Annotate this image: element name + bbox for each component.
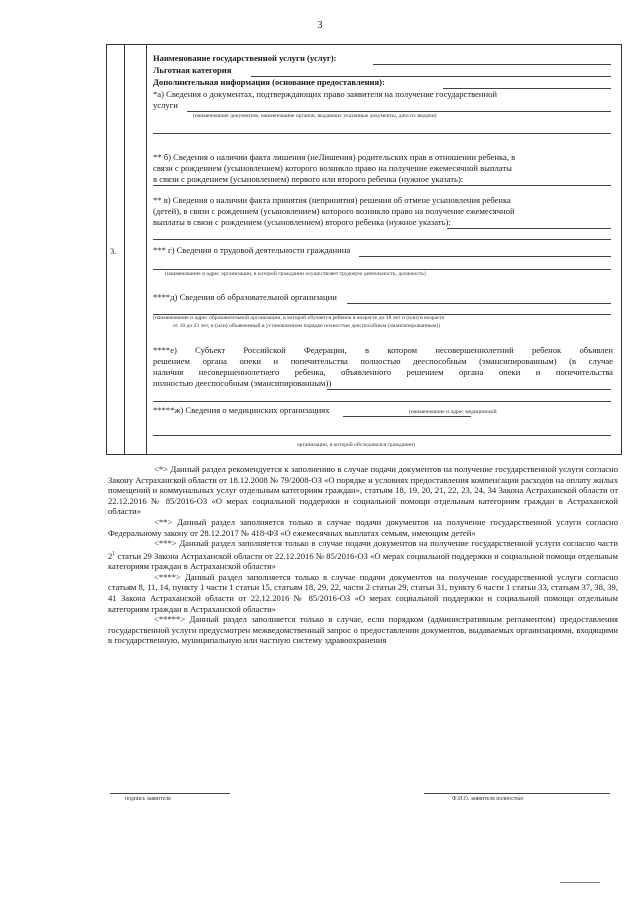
section-g-field-2[interactable] bbox=[153, 269, 611, 270]
full-name-line[interactable] bbox=[424, 793, 610, 794]
page-number: 3 bbox=[317, 20, 323, 31]
section-a-hint: (наименование документов, наименование органов, выдавших указанные документы, дата их выдачи) bbox=[193, 113, 437, 119]
section-g-hint: (наименование и адрес организации, в которой гражданин осуществляет трудовую деятельность, должность) bbox=[165, 271, 426, 277]
section-b-line3: в связи с рождением (усыновлением) первого или второго ребенка (нужное указать): bbox=[153, 174, 464, 184]
section-e-line1: ****е) Субъект Российской Федерации, в котором несовершеннолетний ребенок объявлен bbox=[153, 345, 613, 355]
section-d-hint-1: (наименование и адрес образовательной организации, в которой обучается ребенок в возрасте до 18 лет и (или) в возрасте bbox=[153, 315, 445, 321]
section-d-line: ****д) Сведения об образовательной организации bbox=[153, 292, 337, 302]
footnote-3-sup: 1 bbox=[112, 550, 116, 557]
footnotes bbox=[108, 464, 618, 646]
section-b-line1: ** б) Сведения о наличии факта лишения (неЛишения) родительских прав в отношении ребенка, в bbox=[153, 152, 516, 162]
section-a-field-2[interactable] bbox=[153, 133, 611, 134]
section-b-field[interactable] bbox=[153, 185, 611, 186]
section-zh-hint-2: организации, в которой обследовался гражданин) bbox=[297, 442, 416, 448]
section-a-line1: *а) Сведения о документах, подтверждающих право заявителя на получение государственной bbox=[153, 89, 498, 99]
footnote-5: <*****> Данный раздел заполняется только в случае, если порядком (административным регламентом) предоставления государственной услуги предусмотрен межведомственный запрос о предоставлении документов, выдаваемых организациями, входящими в государственную, муниципальную или частную систему здравоохранения bbox=[108, 614, 618, 646]
blank-column bbox=[125, 45, 147, 454]
category-label: Льготная категория bbox=[153, 65, 232, 75]
service-name-field[interactable] bbox=[373, 64, 611, 65]
section-e-line2: решением органа опеки и попечительства полностью дееспособным (эмансипированным) (в случае bbox=[153, 356, 613, 366]
signature-label: подпись заявителя bbox=[125, 796, 171, 802]
section-d-hint-2: от 18 до 23 лет, и (или) объявленный в установленном порядке полностью дееспособным (эмансипированным)) bbox=[173, 323, 440, 329]
additional-info-label: Дополнительная информация (основание предоставления): bbox=[153, 77, 385, 87]
form-cell bbox=[147, 45, 621, 454]
section-g-line: *** г) Сведения о трудовой деятельности гражданина bbox=[153, 245, 351, 255]
full-name-label: Ф.И.О. заявителя полностью bbox=[452, 796, 524, 802]
section-b-line2: связи с рождением (усыновлением) которого возникло право на получение ежемесячной выплаты bbox=[153, 163, 512, 173]
section-e-field[interactable] bbox=[327, 389, 611, 390]
section-d-field[interactable] bbox=[347, 303, 611, 304]
scan-mark bbox=[560, 882, 600, 883]
service-name-label: Наименование государственной услуги (услуг): bbox=[153, 53, 337, 63]
footnote-1: <*> Данный раздел рекомендуется к заполнению в случае подачи документов на получение государственной услуги согласно Закону Астраханской области от 18.12.2008 № 79/2008-ОЗ «О порядке и условиях предоставления компенсации расходов на оплату жилых помещений и коммунальных услуг отдельным категориям граждан», статьям 18, 19, 20, 21, 22, 23, 24, 34 Закона Астраханской области от 22.12.2016 № 85/2016-ОЗ «О мерах социальной поддержки и социальной помощи отдельным категориям граждан в Астраханской области» bbox=[108, 464, 618, 517]
section-e-line4: полностью дееспособным (эмансипированным)) bbox=[153, 378, 332, 388]
section-v-line1: ** в) Сведения о наличии факта принятия (непринятия) решения об отмене усыновления ребенка bbox=[153, 195, 511, 205]
row-number-column bbox=[107, 45, 125, 454]
signature-line[interactable] bbox=[110, 793, 230, 794]
footnote-4: <****> Данный раздел заполняется только в случае подачи документов на получение государственной услуги согласно статьям 8, 11, 14, пункту 1 части 1 статьи 15, статьям 18, 29, 22, части 2 статьи 29, статьи 31, пункту 6 части 1 статьи 33, статьям 37, 38, 39, 41 Закона Астраханской области от 22.12.2016 № 85/2016-ОЗ «О мерах социальной поддержки и социальной помощи отдельным категориям граждан в Астраханской области» bbox=[108, 571, 618, 614]
footnote-3-start: <***> Данный раздел заполняется только в случае подачи документов на получение государственной услуги согласно части 2 bbox=[108, 538, 618, 561]
section-v-field-2[interactable] bbox=[153, 239, 611, 240]
row-number: 3. bbox=[110, 246, 117, 256]
footnote-3-end: статьи 29 Закона Астраханской области от 22.12.2016 № 85/2016-ОЗ «О мерах социальной поддержки и социальной помощи отдельным категориям граждан в Астраханской области» bbox=[108, 550, 618, 572]
section-e-line3: наличия несовершеннолетнего ребенка, объявленного решением органа опеки и попечительства bbox=[153, 367, 613, 377]
section-zh-hint-1: (наименование и адрес медицинской bbox=[409, 409, 497, 415]
section-e-field-2[interactable] bbox=[153, 401, 611, 402]
section-g-field[interactable] bbox=[359, 256, 611, 257]
form-table bbox=[106, 44, 622, 455]
section-v-line3: выплаты в связи с рождением (усыновлением) второго ребенка (нужное указать): bbox=[153, 217, 451, 227]
footnote-2: <**> Данный раздел заполняется только в случае подачи документов на получение государственной услуги согласно Федеральному закону от 28.12.2017 № 418-ФЗ «О ежемесячных выплатах семьям, имеющим детей» bbox=[108, 516, 618, 538]
section-v-field[interactable] bbox=[447, 228, 611, 229]
section-a-line2: услуги bbox=[153, 100, 178, 110]
section-zh-line: *****ж) Сведения о медицинских организациях bbox=[153, 405, 330, 415]
section-zh-field[interactable] bbox=[343, 416, 471, 417]
section-v-line2: (детей), в связи с рождением (усыновлением) которого возникло право на получение ежемесячной bbox=[153, 206, 515, 216]
section-zh-field-2[interactable] bbox=[153, 435, 611, 436]
footnote-3 bbox=[108, 538, 618, 572]
section-a-field[interactable] bbox=[187, 111, 611, 112]
